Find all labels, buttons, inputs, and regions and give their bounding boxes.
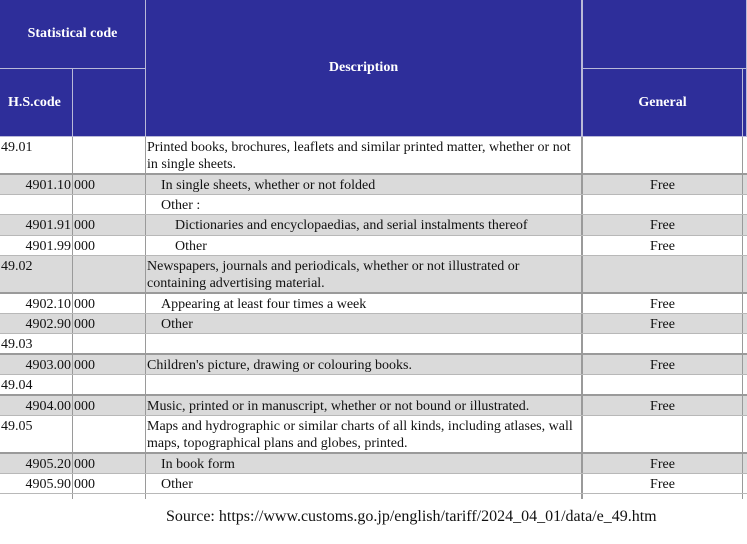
- description-cell: Music, printed or in manuscript, whether or not bound or illustrated.: [146, 396, 583, 415]
- description-cell: [146, 334, 583, 352]
- header-stat-blank: [73, 69, 146, 137]
- empty-cell: [73, 494, 146, 499]
- header-description: Description: [146, 0, 583, 137]
- general-rate-cell: [583, 256, 743, 292]
- header-general: General: [583, 69, 743, 137]
- extra-rate-cell: [743, 195, 747, 214]
- hs-code-cell: 49.01: [0, 137, 73, 173]
- hs-code-cell: 4903.00: [0, 355, 73, 374]
- table-row: [0, 334, 747, 354]
- hs-code-cell: [0, 195, 73, 214]
- hs-code-cell: 4905.20: [0, 454, 73, 473]
- statistical-code-cell: [73, 137, 146, 173]
- general-rate-cell: [583, 416, 743, 452]
- hs-code-cell: 4901.91: [0, 215, 73, 234]
- extra-rate-cell: [743, 375, 747, 393]
- source-caption: Source: https://www.customs.go.jp/english/tariff/2024_04_01/data/e_49.htm: [166, 508, 657, 525]
- general-rate-cell: [583, 195, 743, 214]
- statistical-code-cell: 000: [73, 175, 146, 194]
- table-row: [0, 256, 747, 294]
- table-row: [0, 137, 747, 175]
- description-cell: Children's picture, drawing or colouring books.: [146, 355, 583, 374]
- extra-rate-cell: [743, 334, 747, 352]
- extra-rate-cell: [743, 256, 747, 292]
- hs-code-cell: 4904.00: [0, 396, 73, 415]
- general-rate-cell: Free: [583, 314, 743, 333]
- general-rate-cell: [583, 375, 743, 393]
- hs-code-cell: 49.05: [0, 416, 73, 452]
- extra-rate-cell: [743, 137, 747, 173]
- empty-cell: [0, 494, 73, 499]
- description-cell: Other: [146, 236, 583, 255]
- general-rate-cell: Free: [583, 474, 743, 493]
- statistical-code-cell: 000: [73, 294, 146, 313]
- general-rate-cell: Free: [583, 396, 743, 415]
- table-row: [0, 175, 747, 195]
- hs-code-cell: 49.04: [0, 375, 73, 393]
- table-row: [0, 236, 747, 256]
- extra-rate-cell: [743, 396, 747, 415]
- statistical-code-cell: 000: [73, 396, 146, 415]
- hs-code-cell: 4901.99: [0, 236, 73, 255]
- general-rate-cell: Free: [583, 294, 743, 313]
- extra-rate-cell: [743, 416, 747, 452]
- description-cell: Dictionaries and encyclopaedias, and serial instalments thereof: [146, 215, 583, 234]
- extra-rate-cell: [743, 215, 747, 234]
- table-row: [0, 294, 747, 314]
- general-rate-cell: Free: [583, 355, 743, 374]
- general-rate-cell: Free: [583, 454, 743, 473]
- extra-rate-cell: [743, 454, 747, 473]
- description-cell: Printed books, brochures, leaflets and similar printed matter, whether or not in single sheets.: [146, 137, 583, 173]
- statistical-code-cell: [73, 195, 146, 214]
- general-rate-cell: Free: [583, 215, 743, 234]
- table-row: [0, 195, 747, 215]
- table-row: [0, 375, 747, 395]
- hs-code-cell: 49.03: [0, 334, 73, 352]
- extra-rate-cell: [743, 355, 747, 374]
- statistical-code-cell: [73, 375, 146, 393]
- table-row: [0, 494, 747, 499]
- table-row: [0, 215, 747, 235]
- statistical-code-cell: 000: [73, 314, 146, 333]
- hs-code-cell: 49.02: [0, 256, 73, 292]
- description-cell: [146, 375, 583, 393]
- table-row: [0, 396, 747, 416]
- hs-code-cell: 4901.10: [0, 175, 73, 194]
- extra-rate-cell: [743, 236, 747, 255]
- extra-rate-cell: [743, 314, 747, 333]
- header-hs-code: H.S.code: [0, 69, 73, 137]
- description-cell: Maps and hydrographic or similar charts of all kinds, including atlases, wall maps, topographical plans and globes, printed.: [146, 416, 583, 452]
- description-cell: Other: [146, 474, 583, 493]
- extra-rate-cell: [743, 294, 747, 313]
- table-row: [0, 416, 747, 454]
- header-extra-column: [743, 69, 747, 137]
- statistical-code-cell: 000: [73, 454, 146, 473]
- statistical-code-cell: [73, 334, 146, 352]
- description-cell: In book form: [146, 454, 583, 473]
- description-cell: Other :: [146, 195, 583, 214]
- general-rate-cell: [583, 137, 743, 173]
- statistical-code-cell: 000: [73, 215, 146, 234]
- header-rate-group: [583, 0, 747, 69]
- header-statistical-code: Statistical code: [0, 0, 146, 69]
- general-rate-cell: Free: [583, 236, 743, 255]
- general-rate-cell: [583, 334, 743, 352]
- hs-code-cell: 4902.90: [0, 314, 73, 333]
- empty-cell: [583, 494, 743, 499]
- statistical-code-cell: [73, 256, 146, 292]
- description-cell: Appearing at least four times a week: [146, 294, 583, 313]
- table-row: [0, 454, 747, 474]
- statistical-code-cell: [73, 416, 146, 452]
- statistical-code-cell: 000: [73, 355, 146, 374]
- empty-cell: [146, 494, 583, 499]
- table-row: [0, 474, 747, 494]
- extra-rate-cell: [743, 175, 747, 194]
- hs-code-cell: 4902.10: [0, 294, 73, 313]
- description-cell: Other: [146, 314, 583, 333]
- description-cell: In single sheets, whether or not folded: [146, 175, 583, 194]
- description-cell: Newspapers, journals and periodicals, whether or not illustrated or containing advertising material.: [146, 256, 583, 292]
- general-rate-cell: Free: [583, 175, 743, 194]
- table-row: [0, 355, 747, 375]
- extra-rate-cell: [743, 474, 747, 493]
- table-row: [0, 314, 747, 334]
- statistical-code-cell: 000: [73, 236, 146, 255]
- statistical-code-cell: 000: [73, 474, 146, 493]
- hs-code-cell: 4905.90: [0, 474, 73, 493]
